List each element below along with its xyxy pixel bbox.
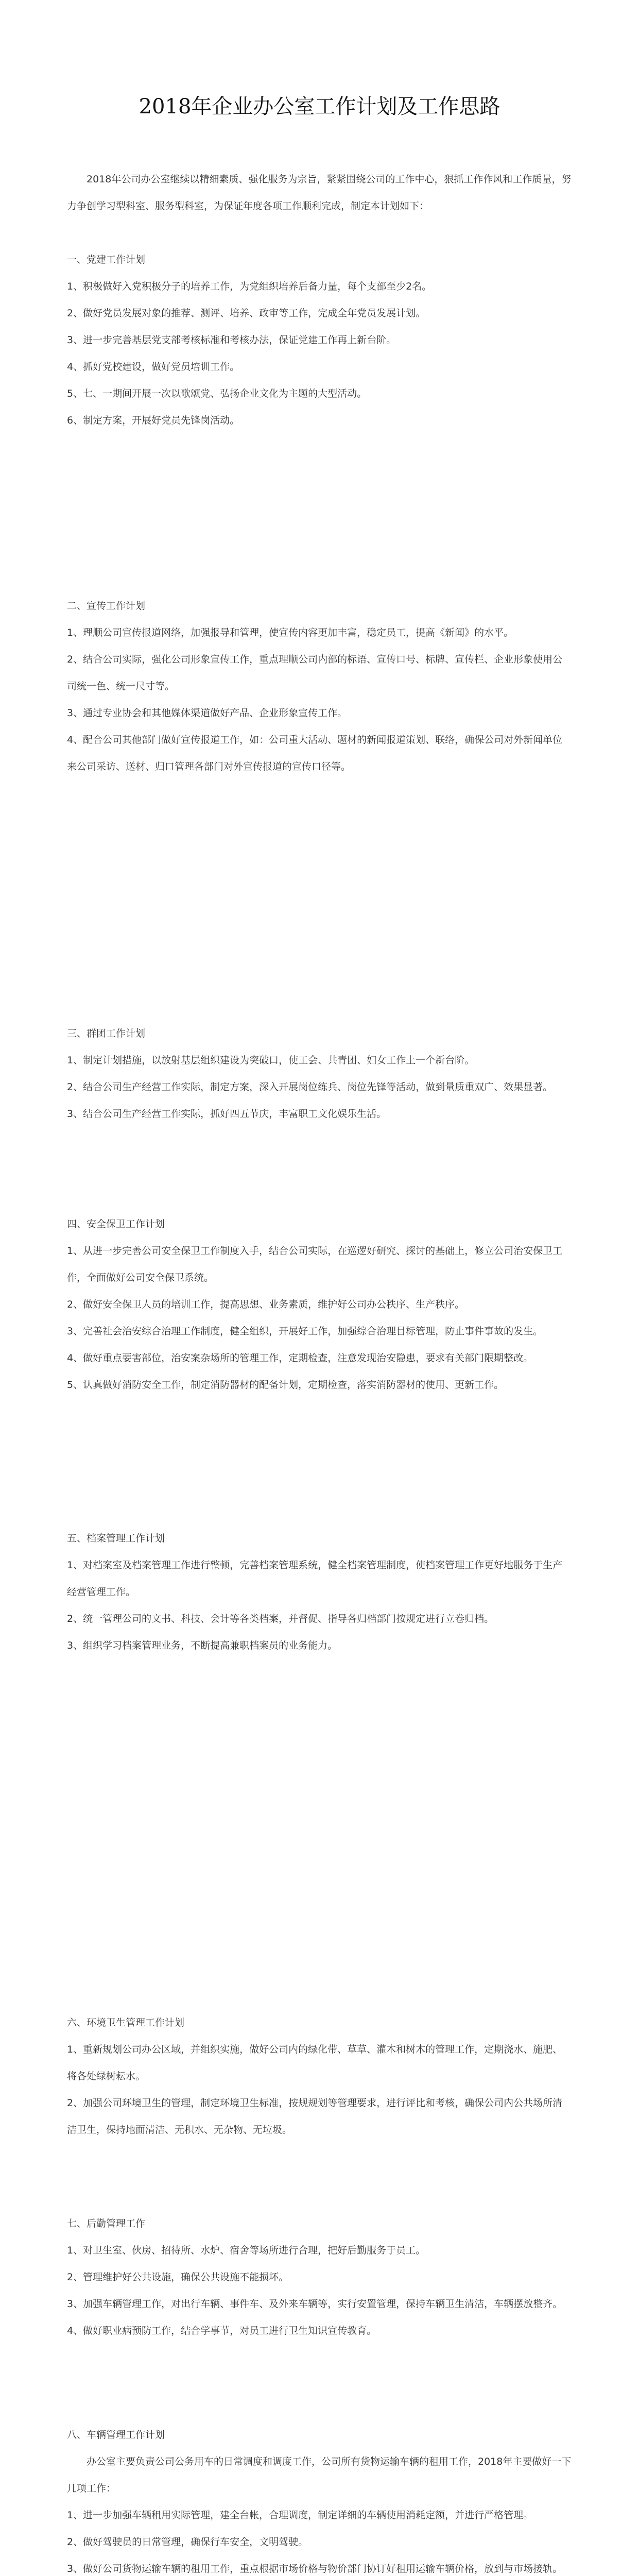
section-heading: 二、宣传工作计划 bbox=[67, 600, 146, 612]
section-item: 3、做好公司货物运输车辆的租用工作，重点根据市场价格与物价部门协订好租用运输车辆价格，放到与市场接轨。 bbox=[67, 2563, 563, 2574]
section-item: 1、从进一步完善公司安全保卫工作制度入手，结合公司实际，在巡逻好研究、探讨的基础上，修立公司治安保卫工作，全面做好公司安全保卫系统。 bbox=[67, 1245, 563, 1283]
section-item: 2、统一管理公司的文书、科技、会计等各类档案，并督促、指导各归档部门按规定进行立卷归档。 bbox=[67, 1613, 494, 1624]
section-item: 办公室主要负责公司公务用车的日常调度和调度工作，公司所有货物运输车辆的租用工作，2018年主要做好一下几项工作： bbox=[67, 2456, 572, 2494]
intro-paragraph: 2018年公司办公室继续以精细素质、强化服务为宗旨，紧紧围绕公司的工作中心，狠抓工作作风和工作质量，努力争创学习型科室、服务型科室，为保证年度各项工作顺利完成，制定本计划如下： bbox=[67, 174, 572, 212]
section-item: 1、进一步加强车辆租用实际管理，建全台帐，合理调度，制定详细的车辆使用消耗定额，并进行严格管理。 bbox=[67, 2510, 533, 2521]
section-item: 2、做好驾驶员的日常管理，确保行车安全，文明驾驶。 bbox=[67, 2536, 308, 2548]
section-item: 4、抓好党校建设，做好党员培训工作。 bbox=[67, 361, 240, 372]
section-item: 2、做好安全保卫人员的培训工作，提高思想、业务素质，维护好公司办公秩序、生产秩序。 bbox=[67, 1299, 465, 1310]
section-item: 2、做好党员发展对象的推荐、测评、培养、政审等工作，完成全年党员发展计划。 bbox=[67, 308, 426, 319]
section-logistics bbox=[67, 2210, 572, 2344]
section-heading: 七、后勤管理工作 bbox=[67, 2218, 146, 2229]
section-item: 1、重新规划公司办公区域，并组织实施，做好公司内的绿化带、草草、灌木和树木的管理工作，定期浇水、施肥、将各处绿树耘水。 bbox=[67, 2044, 563, 2082]
section-item: 2、管理维护好公共设施，确保公共设施不能损坏。 bbox=[67, 2272, 289, 2283]
section-item: 4、做好职业病预防工作，结合学事节，对员工进行卫生知识宣传教育。 bbox=[67, 2325, 377, 2336]
section-archives bbox=[67, 1525, 572, 1659]
section-item: 1、积极做好入党积极分子的培养工作，为党组织培养后备力量，每个支部至少2名。 bbox=[67, 281, 432, 292]
section-heading: 三、群团工作计划 bbox=[67, 1028, 146, 1039]
section-item: 5、认真做好消防安全工作，制定消防器材的配备计划，定期检查，落实消防器材的使用、更新工作。 bbox=[67, 1379, 504, 1391]
section-item: 1、对卫生室、伙房、招待所、水炉、宿舍等场所进行合理，把好后勤服务于员工。 bbox=[67, 2245, 426, 2256]
section-party-building bbox=[67, 246, 572, 434]
section-mass-organizations bbox=[67, 1020, 572, 1127]
intro-block bbox=[67, 166, 572, 219]
section-heading: 一、党建工作计划 bbox=[67, 254, 146, 265]
section-heading: 四、安全保卫工作计划 bbox=[67, 1218, 165, 1230]
section-item: 1、制定计划措施，以放射基层组织建设为突破口，使工会、共青团、妇女工作上一个新台阶。 bbox=[67, 1055, 475, 1066]
section-item: 4、配合公司其他部门做好宣传报道工作，如：公司重大活动、题材的新闻报道策划、联络，确保公司对外新闻单位来公司采访、送材、归口管理各部门对外宣传报道的宣传口径等。 bbox=[67, 734, 563, 772]
section-item: 6、制定方案，开展好党员先锋岗活动。 bbox=[67, 415, 240, 426]
section-heading: 五、档案管理工作计划 bbox=[67, 1533, 165, 1544]
section-item: 5、七、一期间开展一次以歌颂党、弘扬企业文化为主题的大型活动。 bbox=[67, 388, 367, 399]
section-item: 3、加强车辆管理工作，对出行车辆、事件车、及外来车辆等，实行安置管理，保持车辆卫生清洁，车辆摆放整齐。 bbox=[67, 2298, 563, 2310]
section-item: 4、做好重点要害部位，治安案杂场所的管理工作，定期检查，注意发现治安隐患，要求有关部门限期整改。 bbox=[67, 1352, 533, 1364]
section-security bbox=[67, 1211, 572, 1398]
section-item: 2、结合公司生产经营工作实际，制定方案，深入开展岗位练兵、岗位先锋等活动，做到量质重双广、效果显著。 bbox=[67, 1081, 553, 1093]
section-item: 1、对档案室及档案管理工作进行整顿，完善档案管理系统，健全档案管理制度，使档案管理工作更好地服务于生产经营管理工作。 bbox=[67, 1560, 563, 1598]
section-environment bbox=[67, 2009, 572, 2143]
section-item: 3、组织学习档案管理业务，不断提高兼职档案员的业务能力。 bbox=[67, 1640, 338, 1651]
section-item: 3、完善社会治安综合治理工作制度，健全组织，开展好工作，加强综合治理目标管理，防止事件事故的发生。 bbox=[67, 1326, 543, 1337]
section-item: 2、结合公司实际，强化公司形象宣传工作，重点理顺公司内部的标语、宣传口号、标牌、宣传栏、企业形象使用公司统一色、统一尺寸等。 bbox=[67, 654, 563, 692]
section-publicity bbox=[67, 592, 572, 780]
section-heading: 六、环境卫生管理工作计划 bbox=[67, 2017, 185, 2028]
section-item: 3、进一步完善基层党支部考核标准和考核办法，保证党建工作再上新台阶。 bbox=[67, 334, 396, 346]
section-item: 3、通过专业协会和其他媒体渠道做好产品、企业形象宣传工作。 bbox=[67, 707, 348, 719]
section-item: 2、加强公司环境卫生的管理，制定环境卫生标准，按规规划等管理要求，进行评比和考核，确保公司内公共场所清洁卫生，保持地面清洁、无积水、无杂物、无垃圾。 bbox=[67, 2097, 563, 2136]
section-vehicles bbox=[67, 2421, 572, 2576]
document-title: 2018年企业办公室工作计划及工作思路 bbox=[139, 95, 500, 118]
section-item: 1、理顺公司宣传报道网络，加强报导和管理，使宣传内容更加丰富，稳定员工，提高《新闻》的水平。 bbox=[67, 627, 514, 638]
section-heading: 八、车辆管理工作计划 bbox=[67, 2429, 165, 2441]
section-item: 3、结合公司生产经营工作实际，抓好四五节庆，丰富职工文化娱乐生活。 bbox=[67, 1108, 387, 1120]
